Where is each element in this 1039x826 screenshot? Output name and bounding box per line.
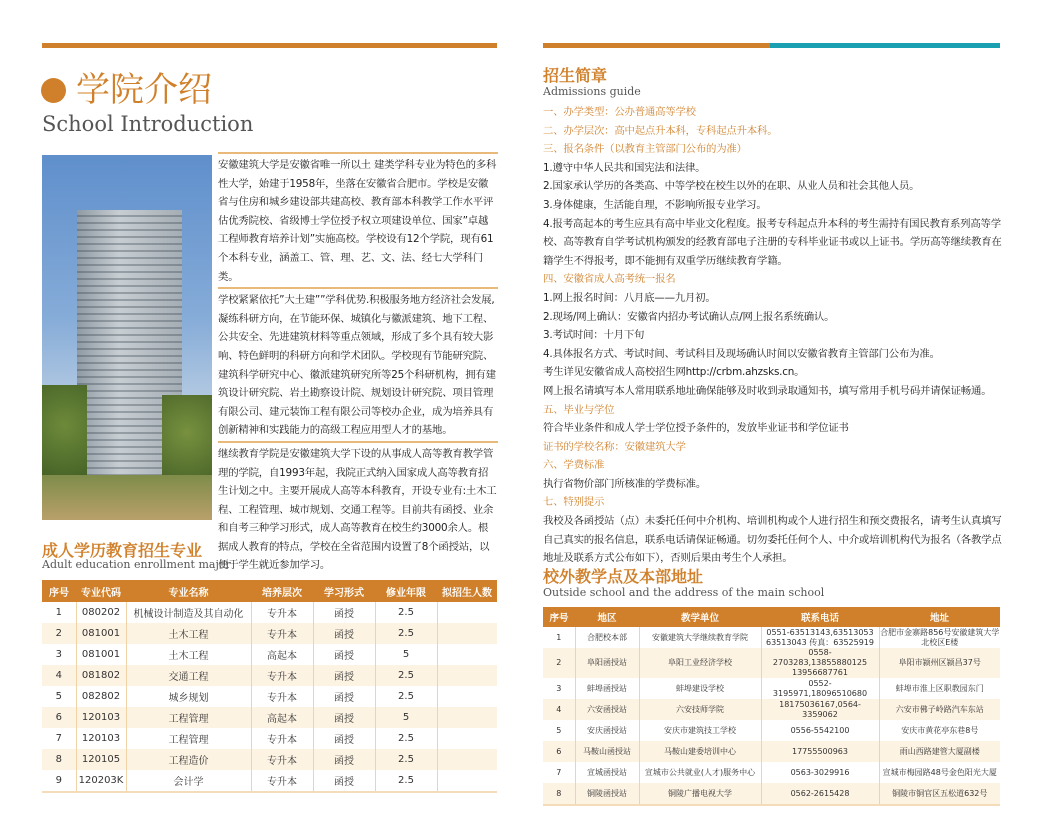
table-cell: 2 <box>543 648 575 678</box>
divider <box>218 152 498 154</box>
table-cell: 120103 <box>76 728 126 749</box>
section-heading: 七、特别提示 <box>543 496 605 509</box>
column-header: 专业名称 <box>126 580 251 602</box>
table-cell: 工程造价 <box>126 749 251 770</box>
section-heading: 三、报名条件（以教育主管部门公布的为准） <box>543 143 747 156</box>
table-cell: 宣城市公共就业(人才)服务中心 <box>639 762 761 783</box>
table-cell: 专升本 <box>251 749 313 770</box>
title-dot-icon <box>41 78 66 103</box>
table-cell <box>437 644 497 665</box>
table-cell: 安庆市建筑技工学校 <box>639 720 761 741</box>
table-cell: 土木工程 <box>126 644 251 665</box>
table-cell: 函授 <box>313 728 375 749</box>
table-cell: 18175036167,0564-3359062 <box>761 699 879 720</box>
table-row <box>42 770 497 791</box>
table-cell: 120103 <box>76 707 126 728</box>
table-cell: 2.5 <box>375 770 437 791</box>
table-cell: 17755500963 <box>761 741 879 762</box>
table-cell: 马鞍山建委培训中心 <box>639 741 761 762</box>
table-cell <box>437 602 497 623</box>
table-cell: 蚌埠建设学校 <box>639 678 761 699</box>
content-line: 2.国家承认学历的各类高、中等学校在校生以外的在职、从业人员和社会其他人员。 <box>543 180 920 193</box>
table-cell: 0551-63513143,63513053 63513043 传真：63525919 <box>761 627 879 648</box>
table-cell <box>437 623 497 644</box>
table-cell: 0558-2703283,13855880125 13956687761 <box>761 648 879 678</box>
section-heading: 二、办学层次：高中起点升本科，专科起点升本科。 <box>543 124 778 137</box>
table-cell: 函授 <box>313 749 375 770</box>
table-cell: 雨山西路建管大厦副楼 <box>879 741 1000 762</box>
table-cell: 宣城函授站 <box>575 762 639 783</box>
table-cell <box>437 770 497 791</box>
section-heading: 六、学费标准 <box>543 459 605 472</box>
table-cell: 7 <box>556 767 562 777</box>
page-title: 学院介绍 <box>76 70 212 110</box>
table-cell: 5 <box>556 725 562 735</box>
table-cell: 函授 <box>313 686 375 707</box>
content-line: 考生详见安徽省成人高校招生网http://crbm.ahzsks.cn。 <box>543 366 805 379</box>
table-cell: 8 <box>42 749 76 770</box>
table-row <box>42 707 497 728</box>
top-accent-bar <box>42 43 497 48</box>
continuing-ed-paragraph: 继续教育学院是安徽建筑大学下设的从事成人高等教育教学管理的学院，自1993年起，我院正式纳入国家成人高等教育招生计划之中。主要开展成人高等本科教育，开设专业有:土木工程、工程管理、城市规划、交通工程等。目前共有函授、业余和自考三种学习形式，成人高等教育在校生约3000余人。根据成人教育的特点，学校在全省范围内设置了8个函授站，以便于学生就近参加学习。 <box>218 447 497 572</box>
column-header: 序号 <box>543 607 575 627</box>
table-row <box>42 623 497 644</box>
table-cell: 高起本 <box>251 707 313 728</box>
sites-subtitle: Outside school and the address of the main school <box>543 586 825 599</box>
table-cell: 6 <box>543 741 575 762</box>
intro-paragraph: 安徽建筑大学是安徽省唯一所以土 建类学科专业为特色的多科性大学，始建于1958年，坐落在安徽省合肥市。学校是安徽省与住房和城乡建设部共建高校、教育部本科教学工作水平评估优秀院校、省级博士学位授予权立项建设单位、国家”卓越工程师教育培养计划”实施高校。学校设有12个学院，现有61个本科专业，涵盖工、管、理、艺、文、法、经七大学科门类。 <box>218 159 497 283</box>
column-header: 地区 <box>575 607 639 627</box>
table-row <box>42 749 497 770</box>
table-cell: 安庆市黄花亭东巷8号 <box>879 720 1000 741</box>
table-row <box>543 627 1000 648</box>
table-cell: 交通工程 <box>126 665 251 686</box>
table-cell: 120203K <box>76 770 126 791</box>
table-cell: 0556-5542100 <box>761 720 879 741</box>
table-cell: 1 <box>55 607 62 618</box>
table-cell: 合肥市金寨路856号安徽建筑大学北校区E楼 <box>880 627 1000 647</box>
majors-table <box>42 580 497 793</box>
table-cell: 函授 <box>313 602 375 623</box>
table-cell: 082802 <box>76 686 126 707</box>
content-line: 执行省物价部门所核准的学费标准。 <box>543 477 707 490</box>
table-cell: 2.5 <box>375 665 437 686</box>
column-header: 教学单位 <box>639 607 761 627</box>
table-cell <box>437 749 497 770</box>
column-header: 地址 <box>879 607 1000 627</box>
table-cell: 六安函授站 <box>575 699 639 720</box>
table-cell: 2.5 <box>375 686 437 707</box>
table-cell: 2 <box>42 623 76 644</box>
table-cell: 城乡规划 <box>126 686 251 707</box>
table-cell: 081001 <box>76 623 126 644</box>
column-header: 修业年限 <box>375 580 437 602</box>
top-accent-bar-teal <box>770 43 1000 48</box>
table-cell: 高起本 <box>251 644 313 665</box>
table-cell: 土木工程 <box>126 623 251 644</box>
table-row <box>543 648 1000 678</box>
table-cell: 马鞍山函授站 <box>575 741 639 762</box>
content-line: 符合毕业条件和成人学士学位授予条件的，发放毕业证书和学位证书 <box>543 422 849 435</box>
admissions-title: 招生简章 <box>543 66 608 85</box>
content-line: 3.考试时间：十月下旬 <box>543 329 645 342</box>
table-cell: 080202 <box>76 602 126 623</box>
table-row <box>42 728 497 749</box>
campus-building-photo <box>42 155 212 520</box>
top-accent-bar-orange <box>543 43 770 48</box>
content-line: 4.报考高起本的考生应具有高中毕业文化程度。报考专科起点升本科的考生需持有国民教育系列高等学校、高等教育自学考试机构颁发的经教育部电子注册的专科毕业证书或以上证书。学历高等继续教育在籍学生不得报考，即不能拥有双重学历继续教育学籍。 <box>543 217 1002 267</box>
table-cell: 阜阳函授站 <box>575 648 639 678</box>
table-cell: 工程管理 <box>126 707 251 728</box>
table-cell: 5 <box>375 644 437 665</box>
page-subtitle: School Introduction <box>42 112 254 136</box>
table-row <box>42 644 497 665</box>
admissions-subtitle: Admissions guide <box>543 85 641 98</box>
table-cell: 铜陵市铜官区五松道632号 <box>879 783 1000 804</box>
table-cell <box>437 728 497 749</box>
column-header: 拟招生人数 <box>437 580 497 602</box>
table-cell: 阜阳工业经济学校 <box>639 648 761 678</box>
table-cell: 0562-2615428 <box>761 783 879 804</box>
table-cell: 函授 <box>313 665 375 686</box>
table-cell: 蚌埠函授站 <box>575 678 639 699</box>
table-cell: 函授 <box>313 623 375 644</box>
table-cell: 3 <box>55 649 62 660</box>
table-cell: 5 <box>375 707 437 728</box>
table-cell: 7 <box>55 733 62 744</box>
table-cell <box>437 686 497 707</box>
intro-text <box>218 152 498 575</box>
table-cell: 蚌埠市淮上区职教园东门 <box>879 678 1000 699</box>
table-cell: 0563-3029916 <box>761 762 879 783</box>
table-cell: 2.5 <box>375 602 437 623</box>
divider <box>218 441 498 443</box>
table-cell: 铜陵广播电视大学 <box>639 783 761 804</box>
content-line: 1.遵守中华人民共和国宪法和法律。 <box>543 161 706 174</box>
table-cell: 6 <box>42 707 76 728</box>
table-row <box>42 686 497 707</box>
content-line: 4.具体报名方式、考试时间、考试科目及现场确认时间以安徽省教育主管部门公布为准。 <box>543 347 940 360</box>
majors-subtitle: Adult education enrollment major <box>42 558 231 571</box>
table-row <box>543 741 1000 762</box>
table-cell: 2.5 <box>375 623 437 644</box>
content-line: 1.网上报名时间：八月底——九月初。 <box>543 291 716 304</box>
table-cell: 专升本 <box>251 623 313 644</box>
table-cell: 1 <box>556 632 562 642</box>
table-cell: 函授 <box>313 707 375 728</box>
table-cell: 4 <box>543 699 575 720</box>
table-cell: 3 <box>556 683 562 693</box>
table-cell: 120105 <box>76 749 126 770</box>
table-cell: 专升本 <box>251 602 313 623</box>
table-cell: 5 <box>55 691 62 702</box>
section-heading: 一、办学类型：公办普通高等学校 <box>543 106 696 118</box>
section-heading: 四、安徽省成人高考统一报名 <box>543 273 676 286</box>
table-cell: 宣城市梅园路48号金色阳光大厦 <box>879 762 1000 783</box>
content-line: 3.身体健康，生活能自理，不影响所报专业学习。 <box>543 198 767 211</box>
sites-title: 校外教学点及本部地址 <box>543 567 704 586</box>
table-cell: 专升本 <box>251 665 313 686</box>
table-cell: 4 <box>42 665 76 686</box>
table-cell <box>437 707 497 728</box>
table-cell: 合肥校本部 <box>575 627 639 648</box>
table-cell: 阜阳市颍州区颍昌37号 <box>879 648 1000 678</box>
table-cell: 专升本 <box>251 686 313 707</box>
table-row <box>543 720 1000 741</box>
table-cell: 专升本 <box>251 728 313 749</box>
section-heading: 五、毕业与学位 <box>543 403 615 416</box>
column-header: 学习形式 <box>313 580 375 602</box>
table-row <box>543 762 1000 783</box>
table-cell: 会计学 <box>126 770 251 791</box>
column-header: 联系电话 <box>761 607 879 627</box>
table-row <box>543 783 1000 804</box>
table-row <box>543 678 1000 699</box>
table-cell: 六安技师学院 <box>639 699 761 720</box>
majors-title: 成人学历教育招生专业 <box>42 541 203 560</box>
column-header: 专业代码 <box>76 580 126 602</box>
table-cell: 安庆函授站 <box>575 720 639 741</box>
admissions-content <box>543 103 1005 568</box>
divider <box>218 287 498 289</box>
table-cell: 0552-3195971,18096510680 <box>761 678 879 699</box>
sites-table <box>543 607 1000 806</box>
section-heading: 证书的学校名称：安徽建筑大学 <box>543 440 686 453</box>
content-line: 网上报名请填写本人常用联系地址确保能够及时收到录取通知书，填写常用手机号码并请保证畅通。 <box>543 384 992 397</box>
research-paragraph: 学校紧紧依托”大土建””学科优势.积极服务地方经济社会发展,凝练科研方向，在节能环保、城镇化与徽派建筑、地下工程、公共安全、先进建筑材料等重点领域，形成了多个具有较大影响、特色鲜明的科研方向和学术团队。学校现有节能研究院、建筑科学研究中心、徽派建筑研究所等25个科研机构，拥有建筑设计研究院、岩土勘察设计院、规划设计研究院、项目管理有限公司、建元装饰工程有限公司等校办企业，成为培养具有创新精神和实践能力的高级工程应用型人才的基地。 <box>218 294 496 437</box>
table-cell: 机械设计制造及其自动化 <box>126 602 251 623</box>
table-cell: 2.5 <box>375 728 437 749</box>
content-line: 我校及各函授站（点）未委托任何中介机构、培训机构或个人进行招生和预交费报名，请考生认真填写自己真实的报名信息，联系电话请保证畅通。切勿委托任何个人、中介或培训机构代为报名（各教学点地址及联系方式公布如下），否则后果由考生个人承担。 <box>543 515 1002 565</box>
column-header: 序号 <box>42 580 76 602</box>
table-cell: 函授 <box>313 770 375 791</box>
table-cell: 081001 <box>76 644 126 665</box>
content-line: 2.现场/网上确认：安徽省内招办考试确认点/网上报名系统确认。 <box>543 310 835 323</box>
table-cell: 081802 <box>76 665 126 686</box>
table-cell: 六安市佛子岭路汽车东站 <box>879 699 1000 720</box>
table-row <box>42 665 497 686</box>
table-cell: 专升本 <box>251 770 313 791</box>
table-cell: 铜陵函授站 <box>575 783 639 804</box>
table-cell: 函授 <box>313 644 375 665</box>
table-cell: 9 <box>55 775 62 786</box>
table-cell <box>437 665 497 686</box>
column-header: 培养层次 <box>251 580 313 602</box>
table-row <box>42 602 497 623</box>
table-cell: 2.5 <box>375 749 437 770</box>
table-cell: 8 <box>543 783 575 804</box>
table-cell: 工程管理 <box>126 728 251 749</box>
table-cell: 安徽建筑大学继续教育学院 <box>639 627 761 648</box>
table-row <box>543 699 1000 720</box>
